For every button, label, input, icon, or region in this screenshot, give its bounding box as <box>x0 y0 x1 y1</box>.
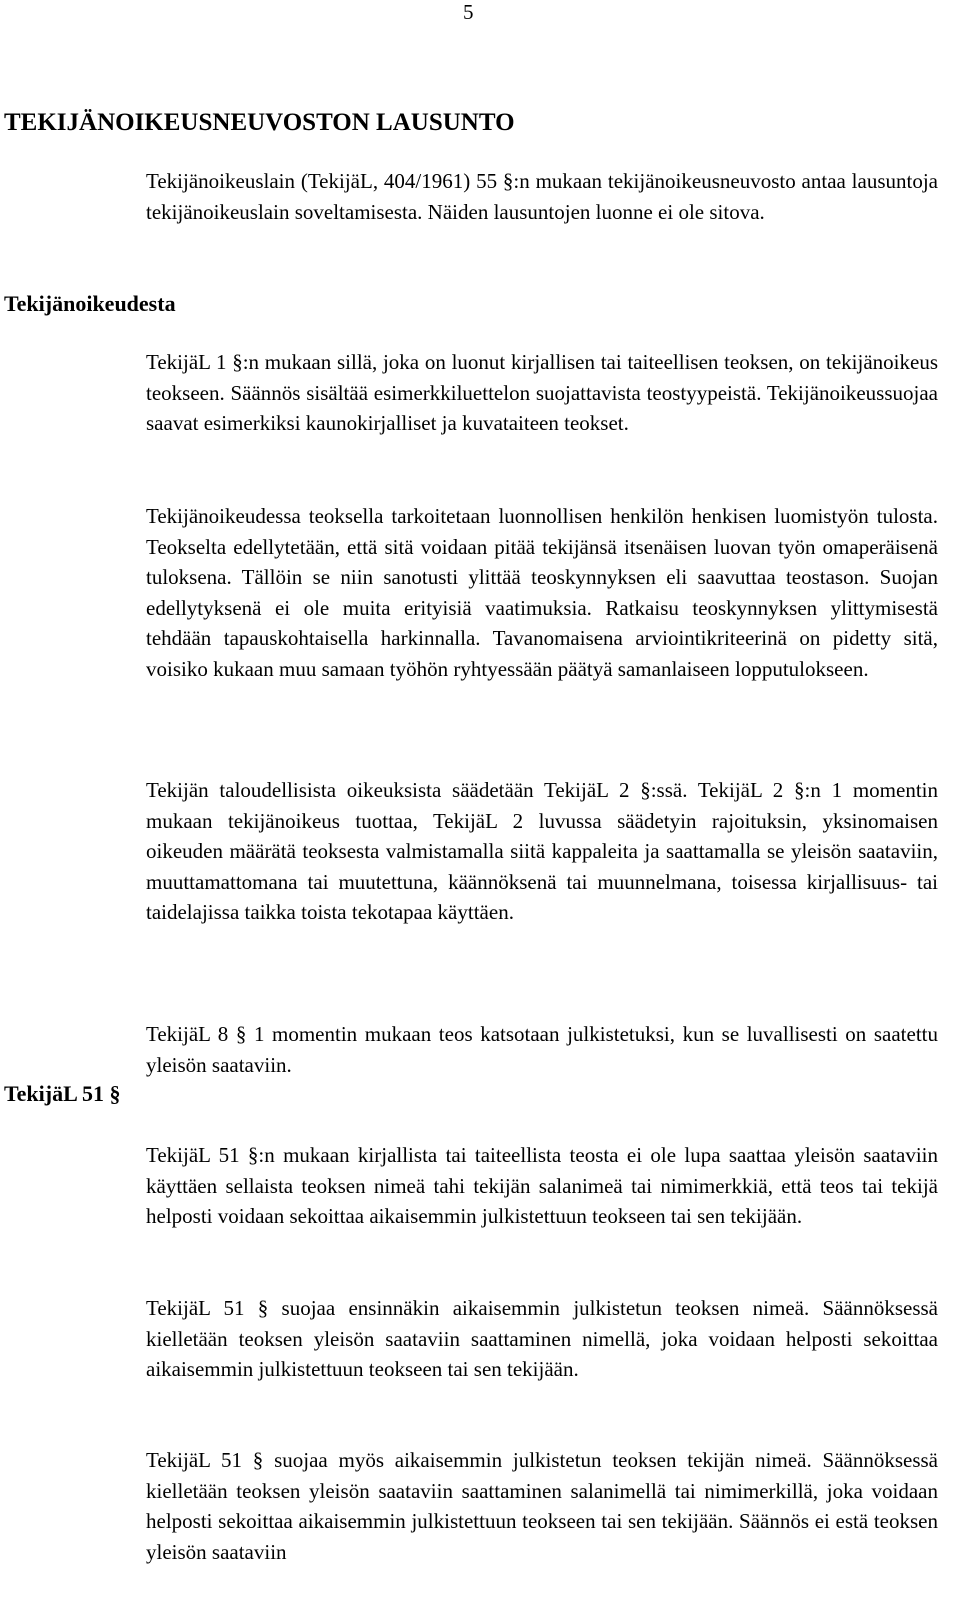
side-heading-tekijal-51: TekijäL 51 § <box>4 1081 121 1106</box>
paragraph-4: Tekijän taloudellisista oikeuksista säädetään TekijäL 2 §:ssä. TekijäL 2 §:n 1 momentin mukaan tekijänoikeus tuottaa, TekijäL 2 luvussa säädetyin rajoituksin, yksinomaisen oikeuden määrätä teoksesta valmistamalla siitä kappaleita ja saattamalla se yleisön saataviin, muuttamattomana tai muutettuna, käännöksenä tai muunnelmana, toisessa kirjallisuus- tai taidelajissa taikka toista tekotapaa käyttäen. <box>146 778 938 924</box>
paragraph-3: Tekijänoikeudessa teoksella tarkoitetaan luonnollisen henkilön henkisen luomistyön tulosta. Teokselta edellytetään, että sitä voidaan pitää tekijänsä itsenäisen luovan työn omaperäisenä tuloksena. Tällöin se niin sanotusti ylittää teoskynnyksen eli saavuttaa teostason. Suojan edellytyksenä ei ole muita erityisiä vaatimuksia. Ratkaisu teoskynnyksen ylittymisestä tehdään tapauskohtaisella harkinnalla. Tavanomaisena arviointikriteerinä on pidetty sitä, voisiko kukaan muu samaan työhön ryhtyessään päätyä samanlaiseen lopputulokseen. <box>146 504 938 681</box>
paragraph-6: TekijäL 51 §:n mukaan kirjallista tai taiteellista teosta ei ole lupa saattaa yleisön saataviin käyttäen sellaista teoksen nimeä tahi tekijän salanimeä tai nimimerkkiä, että teos tai tekijä helposti voidaan sekoittaa aikaisemmin julkistettuun teokseen tai sen tekijään. <box>146 1143 938 1228</box>
paragraph-8: TekijäL 51 § suojaa myös aikaisemmin julkistetun teoksen tekijän nimeä. Säännöksessä kielletään teoksen yleisön saataviin saattaminen salanimellä tai nimimerkillä, joka voidaan helposti sekoittaa aikaisemmin julkistettuun teokseen tai sen tekijään. Säännös ei estä teoksen yleisön saataviin <box>146 1448 938 1564</box>
page-number: 5 <box>463 0 474 24</box>
paragraph-2: TekijäL 1 §:n mukaan sillä, joka on luonut kirjallisen tai taiteellisen teoksen, on tekijänoikeus teokseen. Säännös sisältää esimerkkiluettelon suojattavista teostyypeistä. Tekijänoikeussuojaa saavat esimerkiksi kaunokirjalliset ja kuvataiteen teokset. <box>146 350 938 435</box>
paragraph-1: Tekijänoikeuslain (TekijäL, 404/1961) 55 §:n mukaan tekijänoikeusneuvosto antaa lausuntoja tekijänoikeuslain soveltamisesta. Näiden lausuntojen luonne ei ole sitova. <box>146 169 938 224</box>
paragraph-5: TekijäL 8 § 1 momentin mukaan teos katsotaan julkistetuksi, kun se luvallisesti on saatettu yleisön saataviin. <box>146 1022 938 1077</box>
paragraph-7: TekijäL 51 § suojaa ensinnäkin aikaisemmin julkistetun teoksen nimeä. Säännöksessä kielletään teoksen yleisön saataviin saattaminen nimellä, joka voidaan helposti sekoittaa aikaisemmin julkistettuun teokseen tai sen tekijään. <box>146 1296 938 1381</box>
document-title: TEKIJÄNOIKEUSNEUVOSTON LAUSUNTO <box>4 109 515 136</box>
side-heading-tekijanoikeudesta: Tekijänoikeudesta <box>4 291 176 316</box>
